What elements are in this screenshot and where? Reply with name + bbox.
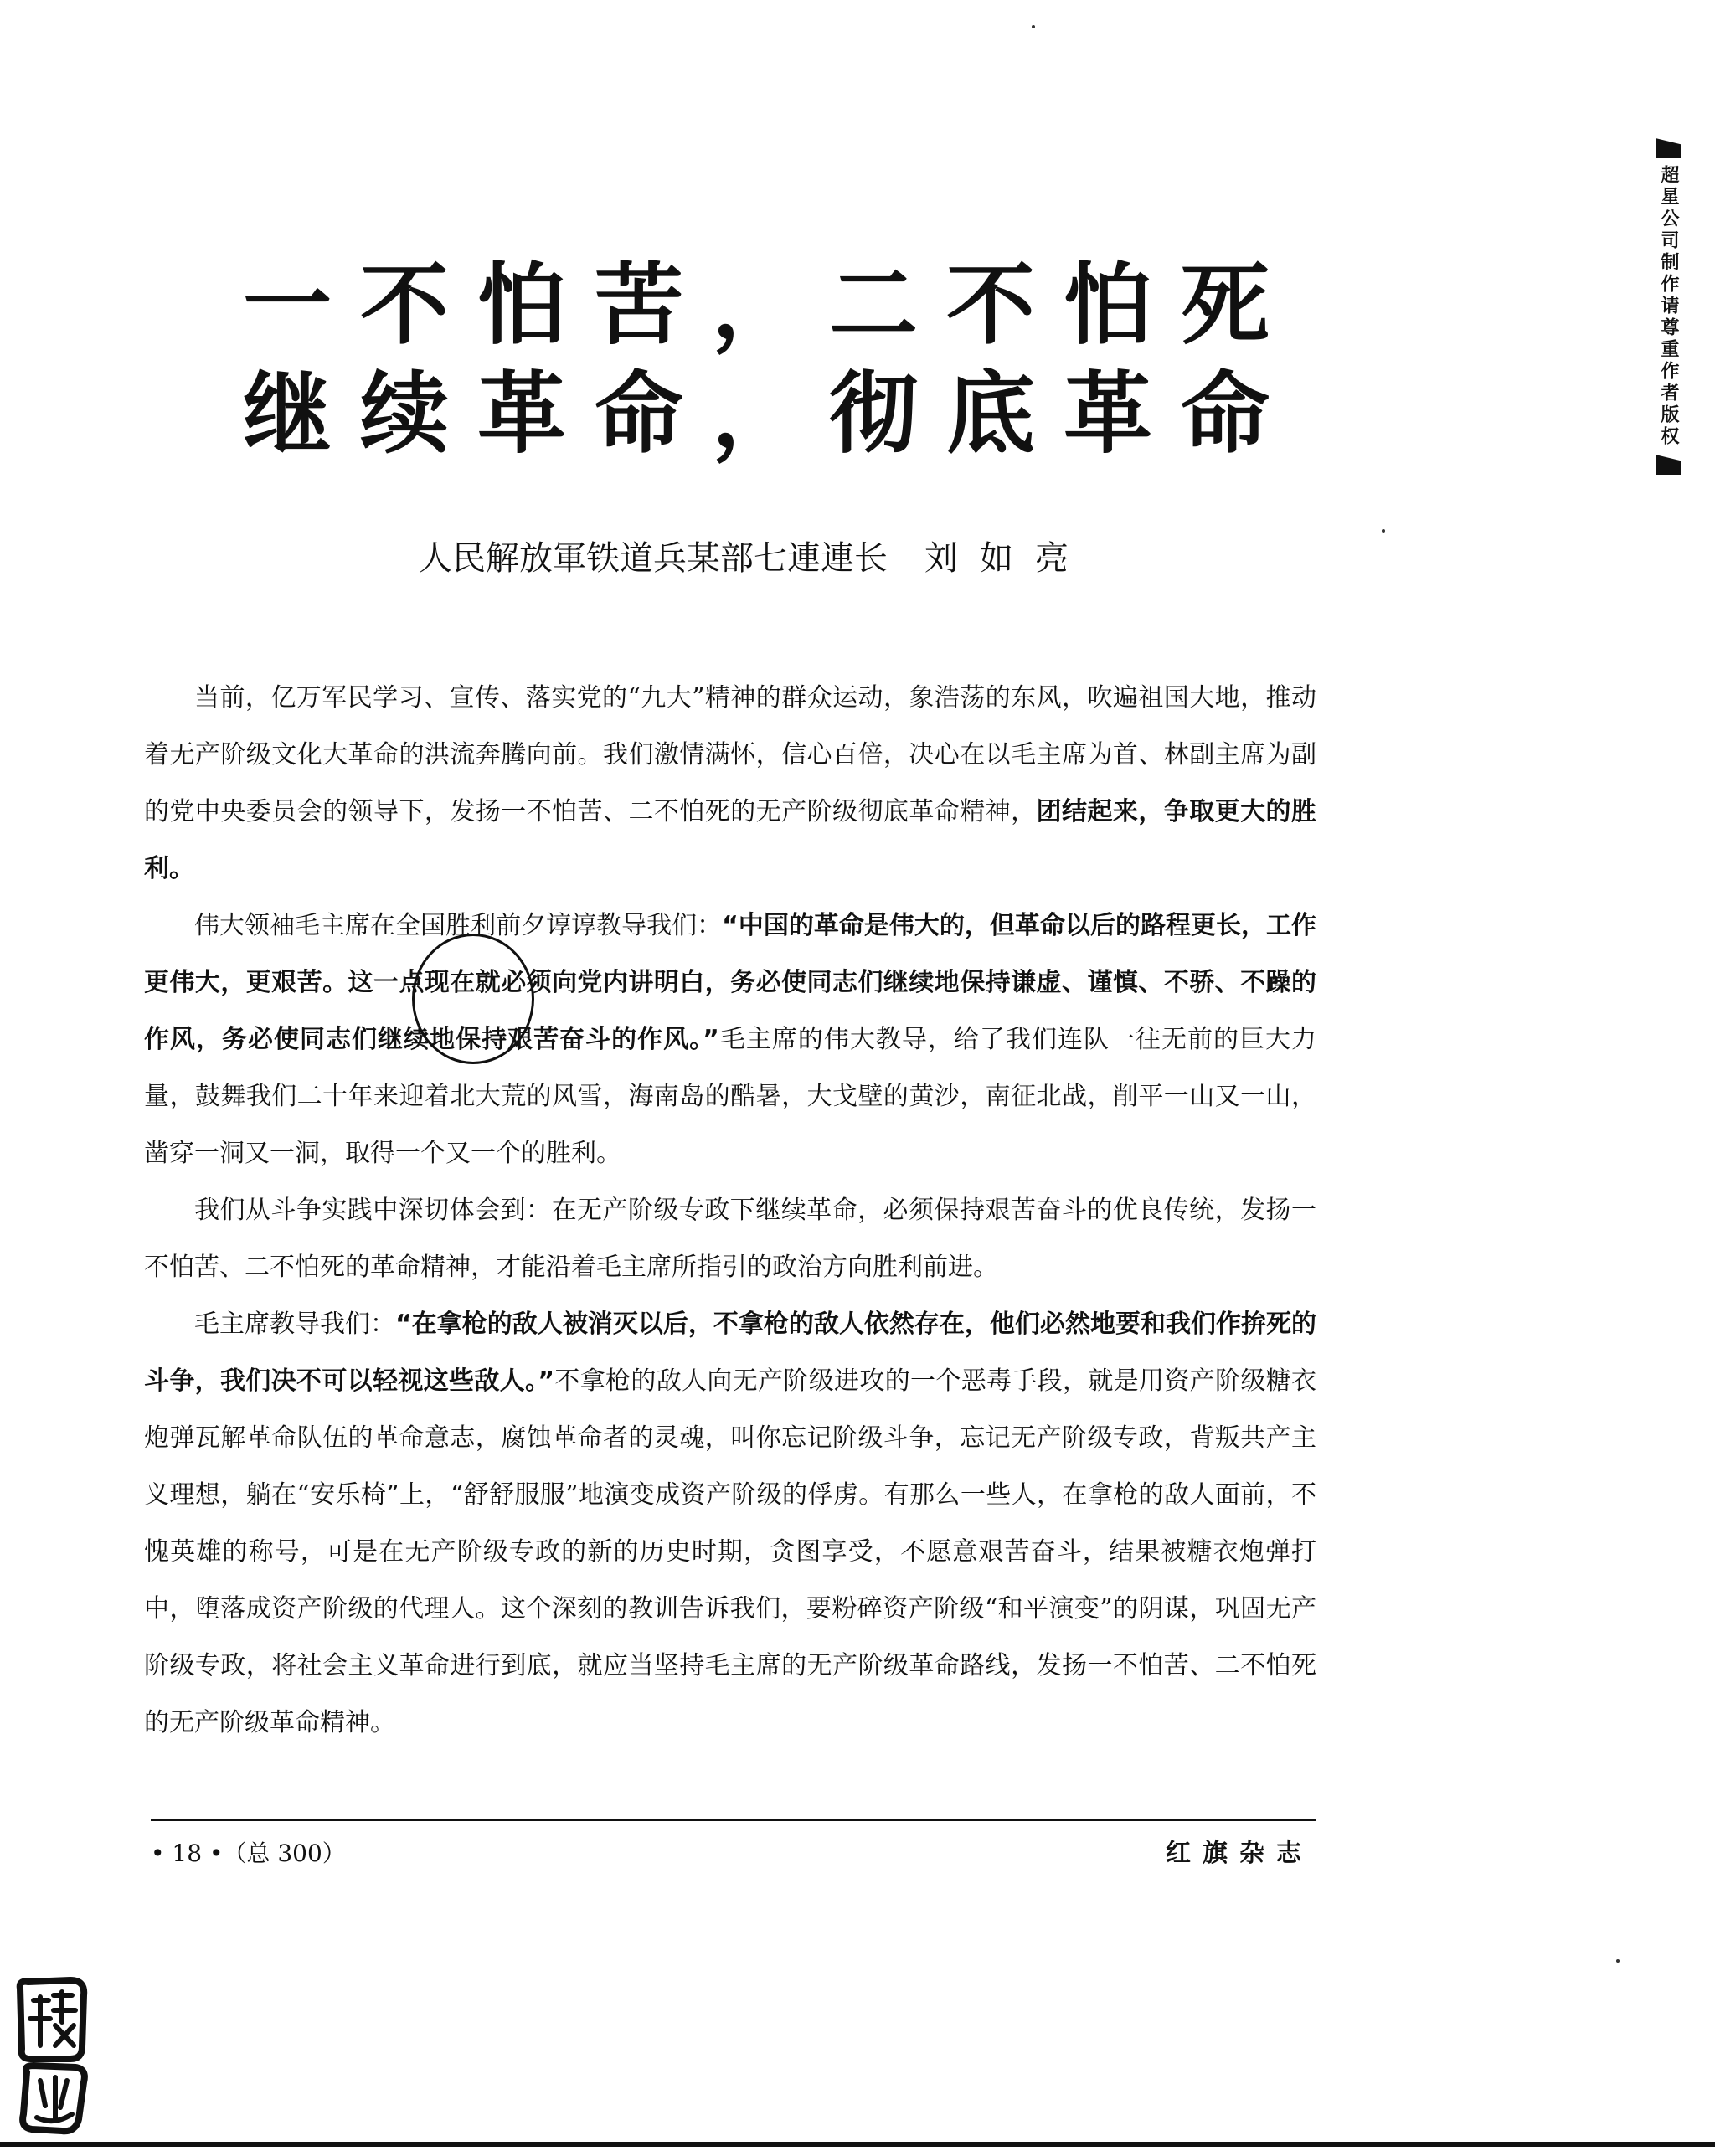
paragraph-4 — [144, 1296, 1316, 1752]
footer-rule — [151, 1819, 1316, 1821]
paragraph-1 — [144, 670, 1316, 898]
side-tab-text: 超星公司制作请尊重作者版权 — [1658, 165, 1679, 448]
scan-speck — [1032, 25, 1035, 28]
copyright-side-tab — [1650, 138, 1687, 475]
paragraph-4-rest: 不拿枪的敌人向无产阶级进攻的一个恶毒手段，就是用资产阶级糖衣炮弹瓦解革命队伍的革命意志，腐蚀革命者的灵魂，叫你忘记阶级斗争，忘记无产阶级专政，背叛共产主义理想，躺在“安乐椅”上，“舒舒服服”地演变成资产阶级的俘虏。有那么一些人，在拿枪的敌人面前，不愧英雄的称号，可是在无产阶级专政的新的历史时期，贪图享受，不愿意艰苦奋斗，结果被糖衣炮弹打中，堕落成资产阶级的代理人。这个深刻的教训告诉我们，要粉碎资产阶级“和平演变”的阴谋，巩固无产阶级专政，将社会主义革命进行到底，就应当坚持毛主席的无产阶级革命路线，发扬一不怕苦、二不怕死的无产阶级革命精神。 — [144, 1366, 1317, 1737]
author-byline — [419, 532, 1090, 579]
article-title — [243, 251, 1298, 469]
paragraph-3-text: 我们从斗争实践中深切体会到：在无产阶级专政下继续革命，必须保持艰苦奋斗的优良传统，发扬一不怕苦、二不怕死的革命精神，才能沿着毛主席所指引的政治方向胜利前进。 — [144, 1196, 1316, 1282]
title-line-1: 一不怕苦，二不怕死 — [243, 254, 1298, 357]
side-tab-bottom-bar — [1656, 455, 1681, 475]
paragraph-4-quote: “在拿枪的敌人被消灭以后，不拿枪的敌人依然存在，他们必然地要和我们作拚死的斗争，我们决不可以轻视这些敌人。” — [144, 1310, 1317, 1396]
scan-speck — [1382, 529, 1385, 533]
paragraph-2 — [144, 898, 1316, 1182]
paragraph-1-text: 当前，亿万军民学习、宣传、落实党的“九大”精神的群众运动，象浩荡的东风，吹遍祖国大地，推动着无产阶级文化大革命的洪流奔腾向前。我们激情满怀，信心百倍，决心在以毛主席为首、林副主席为副的党中央委员会的领导下，发扬一不怕苦、二不怕死的无产阶级彻底革命精神， — [144, 683, 1316, 826]
paragraph-1-bold: 团结起来，争取更大的胜利。 — [144, 797, 1317, 883]
hand-drawn-circle-annotation — [412, 934, 534, 1064]
paragraph-4-lead: 毛主席教导我们： — [194, 1310, 396, 1339]
title-line-2: 继续革命，彻底革命 — [243, 363, 1298, 466]
paragraph-2-quote: “中国的革命是伟大的，但革命以后的路程更长，工作更伟大，更艰苦。这一点现在就必须向党内讲明白，务必使同志们继续地保持谦虚、谨慎、不骄、不躁的作风，务必使同志们继续地保持艰苦奋斗的作风。” — [144, 911, 1317, 1054]
author-affiliation: 人民解放軍铁道兵某部七連連长 — [419, 539, 888, 578]
footer-page-number: • 18 •（总 300） — [151, 1840, 346, 1867]
article-body — [144, 670, 1316, 1752]
author-name: 刘如亮 — [924, 539, 1090, 578]
paragraph-2-rest: 毛主席的伟大教导，给了我们连队一往无前的巨大力量，鼓舞我们二十年来迎着北大荒的风雪，海南岛的酷暑，大戈壁的黄沙，南征北战，削平一山又一山，凿穿一洞又一洞，取得一个又一个的胜利。 — [144, 1025, 1317, 1168]
scan-speck — [1616, 1959, 1620, 1963]
footer-journal-name: 红旗杂志 — [1166, 1839, 1313, 1868]
side-tab-top-bar — [1656, 138, 1681, 158]
scan-bottom-edge — [0, 2142, 1715, 2147]
paragraph-2-lead: 伟大领袖毛主席在全国胜利前夕谆谆教导我们： — [194, 911, 723, 940]
paragraph-3 — [144, 1182, 1316, 1296]
library-seal-stamp — [12, 1972, 95, 2139]
